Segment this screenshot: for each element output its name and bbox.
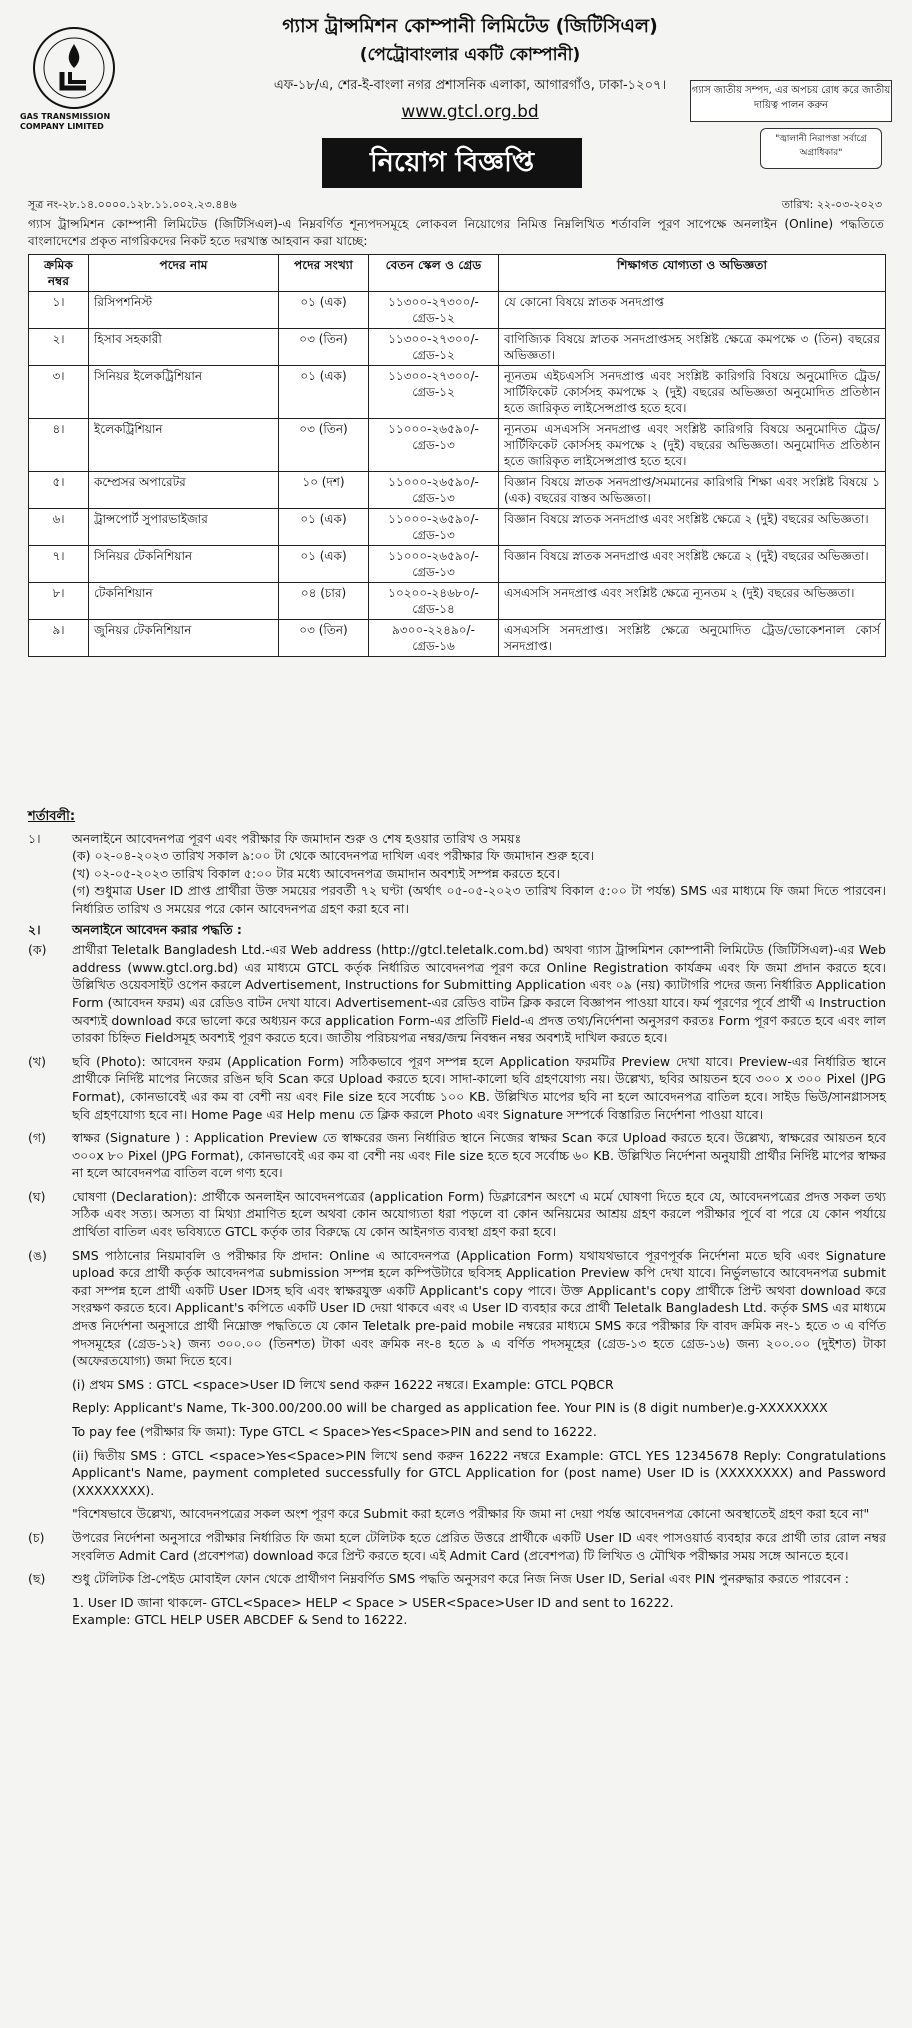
term-2-g-marker: (গ) (28, 1130, 46, 1146)
first-sms-instruction: (i) প্রথম SMS : GTCL <space>User ID লিখে send করুন 16222 নম্বরে। Example: GTCL PQBCR (72, 1376, 614, 1392)
cell-qualification: এসএসসি সনদপ্রাপ্ত। সংশ্লিষ্ট ক্ষেত্রে অনুমোদিত ট্রেড/ভোকেশনাল কোর্স সনদপ্রাপ্ত। (499, 620, 886, 657)
cell-post: হিসাব সহকারী (89, 329, 279, 366)
cell-serial: ৪। (29, 419, 89, 472)
recovery-instruction: 1. User ID জানা থাকলে- GTCL<Space> HELP < Space > USER<Space>User ID and sent to 16222. (72, 1594, 674, 1610)
cell-qualification: ন্যূনতম এইচএসসি সনদপ্রাপ্ত এবং সংশ্লিষ্ট কারিগরি বিষয়ে অনুমোদিত ট্রেড/সার্টিফিকেট কোর্সসহ কমপক্ষে ২ (দুই) বছরের অভিজ্ঞতা অনুমোদিত প্রতিষ্ঠান হতে জারিকৃত লাইসেন্সপ্রাপ্ত হতে হবে। (499, 366, 886, 419)
term-2-chh-text: শুধু টেলিটক প্রি-পেইড মোবাইল ফোন থেকে প্রার্থীগণ নিম্নবর্ণিত SMS পদ্ধতি অনুসরণ করে নিজ নিজ User ID, Serial এবং PIN পুনরুদ্ধার করতে পারবেন : (72, 1571, 849, 1587)
term-1 (28, 830, 886, 918)
col-header-serial: ক্রমিক নম্বর (29, 255, 89, 292)
term-2-gh-marker: (ঘ) (28, 1188, 46, 1204)
cell-post: কম্প্রেসর অপারেটর (89, 472, 279, 509)
vacancy-table (28, 254, 886, 657)
pay-fee-instruction: To pay fee (পরীক্ষার ফি জমা): Type GTCL < Space>Yes<Space>PIN and send to 16222. (72, 1424, 597, 1439)
cell-qualification: ন্যূনতম এসএসসি সনদপ্রাপ্ত এবং সংশ্লিষ্ট কারিগরি বিষয়ে অনুমোদিত ট্রেড/সার্টিফিকেট কোর্সসহ কমপক্ষে ২ (দুই) বছরের অভিজ্ঞতা। অনুমোদিত প্রতিষ্ঠান হতে জারিকৃত লাইসেন্সপ্রাপ্ত হতে হবে। (499, 419, 886, 472)
cell-post: টেকনিশিয়ান (89, 583, 279, 620)
gtcl-logo-icon (32, 26, 116, 110)
safety-badge: "জ্বালানী নিরাপত্তা সর্বাগ্রে অগ্রাধিকার" (760, 128, 882, 169)
term-2 (28, 921, 886, 939)
first-sms-reply: Reply: Applicant's Name, Tk-300.00/200.00 will be charged as application fee. Your PIN is (8 digit number)e.g-XXXXXXXX (72, 1400, 828, 1416)
term-2-kh-marker: (খ) (28, 1053, 46, 1069)
term-2-gh-text: ঘোষণা (Declaration): প্রার্থীকে অনলাইন আবেদনপত্রের (application Form) ডিক্লারেশন অংশে এ মর্মে ঘোষণা দিতে হবে যে, আবেদনপত্রের প্রদত্ত সকল তথ্য সঠিক এবং সত্য। অসত্য বা মিথ্যা প্রমাণিত হলে অথবা কোন অযোগ্যতা ধরা পড়লে বা কোন অনিয়মের আশ্রয় গ্রহণ করলে পরীক্ষার পূর্বে বা পরে যে কোন পর্যায়ে প্রার্থিতা বাতিল এবং ভবিষ্যতে GTCL কর্তৃক তার বিরুদ্ধে যে কোন আইনগত ব্যবস্থা গ্রহণ করা হবে। (72, 1188, 886, 1240)
table-row (29, 583, 886, 620)
organization-name: গ্যাস ট্রান্সমিশন কোম্পানী লিমিটেড (জিটিসিএল) (282, 15, 658, 37)
slogan-box: গ্যাস জাতীয় সম্পদ, এর অপচয় রোধ করে জাতীয় দায়িত্ব পালন করুন (690, 80, 892, 122)
cell-qualification: এসএসসি সনদপ্রাপ্ত এবং সংশ্লিষ্ট ক্ষেত্রে ন্যূনতম ২ (দুই) বছরের অভিজ্ঞতা। (499, 583, 886, 620)
cell-count: ০১ (এক) (279, 366, 369, 419)
col-header-qualification: শিক্ষাগত যোগ্যতা ও অভিজ্ঞতা (499, 255, 886, 292)
cell-count: ১০ (দশ) (279, 472, 369, 509)
cell-serial: ৫। (29, 472, 89, 509)
cell-count: ০১ (এক) (279, 546, 369, 583)
term-2-ng-marker: (ঙ) (28, 1247, 47, 1263)
term-2-k-text: প্রার্থীরা Teletalk Bangladesh Ltd.-এর Web address (http://gtcl.teletalk.com.bd) অথবা গ্যাস ট্রান্সমিশন কোম্পানী লিমিটেড (জিটিসিএল)-এর Web address (www.gtcl.org.bd) এর মাধ্যমে GTCL কর্তৃক নির্ধারিত আবেদনপত্র পূরণ করে Online Registration কার্যক্রম এবং ফি জমা প্রদান করতে হবে। উল্লিখিত ওয়েবসাইট ওপেন করলে Advertisement, Instructions for Submitting Application এবং ০৯ (নয়) ক্যাটাগরি পদের জন্য নির্ধারিত Application Form (আবেদন ফরম) এর রেডিও বাটন দেখা যাবে। Advertisement-এর রেডিও বাটন ক্লিক করলে বিজ্ঞাপন পাওয়া যাবে। ফর্ম পূরণের পূর্বে প্রার্থী এ Instruction অবশ্যই download করে ভালো করে অধ্যয়ন করে application Form-এর প্রতিটি Field-এ প্রদত্ত তথ্য/নির্দেশনা অনুসরণ করতঃ Form পূরণ করতে হবে এবং লাল তারকা চিহ্নিত Fieldসমূহ অবশ্যই পূরণ করতে হবে। জাতীয় পরিচয়পত্র নম্বর/জন্ম নিবন্ধন নম্বর অবশ্যই দাখিল করতে হবে। (72, 942, 886, 1046)
organization-subtitle: (পেট্রোবাংলার একটি কোম্পানী) (359, 45, 581, 65)
cell-scale: ১১০০০-২৬৫৯০/- গ্রেড-১৩ (369, 472, 499, 509)
cell-count: ০৩ (তিন) (279, 329, 369, 366)
cell-count: ০৩ (তিন) (279, 419, 369, 472)
fee-note: "বিশেষভাবে উল্লেখ্য, আবেদনপত্রের সকল অংশ পূরণ করে Submit করা হলেও পরীক্ষার ফি জমা না দেয়া পর্যন্ত আবেদনপত্র কোনো অবস্থাতেই গ্রহণ করা হবে না" (72, 1506, 870, 1522)
term-2-chh (28, 1570, 886, 1629)
term-2-g (28, 1129, 886, 1182)
term-2-ch-text: উপরের নির্দেশনা অনুসারে পরীক্ষার নির্ধারিত ফি জমা হলে টেলিটক হতে প্রেরিত উত্তরে প্রার্থীকে একটি User ID এবং পাসওয়ার্ড ব্যবহার করে প্রার্থী তার রোল নম্বর সংবলিত Admit Card (প্রবেশপত্র) download করে প্রিন্ট করতে হবে। এই Admit Card (প্রবেশপত্র) টি লিখিত ও মৌখিক পরীক্ষার সময় সঙ্গে আনতে হবে। (72, 1529, 886, 1563)
cell-qualification: বিজ্ঞান বিষয়ে স্নাতক সনদপ্রাপ্ত এবং সংশ্লিষ্ট ক্ষেত্রে ২ (দুই) বছরের অভিজ্ঞতা। (499, 509, 886, 546)
cell-scale: ১১৩০০-২৭৩০০/- গ্রেড-১২ (369, 329, 499, 366)
cell-serial: ৮। (29, 583, 89, 620)
logo-caption: GAS TRANSMISSION COMPANY LIMITED (20, 112, 111, 131)
organization-address: এফ-১৮/এ, শের-ই-বাংলা নগর প্রশাসনিক এলাকা, আগারগাঁও, ঢাকা-১২০৭। (273, 78, 667, 93)
term-2-chh-marker: (ছ) (28, 1571, 46, 1587)
terms-title: শর্তাবলী: (28, 809, 76, 824)
cell-count: ০৩ (তিন) (279, 620, 369, 657)
term-2-kh (28, 1053, 886, 1123)
term-2-ch (28, 1529, 886, 1564)
cell-scale: ১১৩০০-২৭৩০০/- গ্রেড-১২ (369, 366, 499, 419)
cell-serial: ২। (29, 329, 89, 366)
term-1-c: (গ) শুধুমাত্র User ID প্রাপ্ত প্রার্থীরা উক্ত সময়ের পরবর্তী ৭২ ঘণ্টা (অর্থাৎ ০৫-০৫-২০২৩ তারিখ বিকাল ৫:০০ টা পর্যন্ত) SMS এর মাধ্যমে ফি জমা দিতে পারবেন। নির্ধারিত তারিখ ও সময়ের পরে কোন আবেদনপত্র গ্রহণ করা হবে না। (72, 883, 886, 916)
cell-qualification: বিজ্ঞান বিষয়ে স্নাতক সনদপ্রাপ্ত এবং সংশ্লিষ্ট ক্ষেত্রে ২ (দুই) বছরের অভিজ্ঞতা। (499, 546, 886, 583)
term-1-b: (খ) ০২-০৫-২০২৩ তারিখ বিকাল ৫:০০ টার মধ্যে আবেদনপত্র জমাদান অবশ্যই সম্পন্ন করতে হবে। (72, 865, 560, 881)
cell-count: ০১ (এক) (279, 509, 369, 546)
cell-serial: ৬। (29, 509, 89, 546)
cell-post: ইলেকট্রিশিয়ান (89, 419, 279, 472)
cell-post: সিনিয়র টেকনিশিয়ান (89, 546, 279, 583)
table-row (29, 546, 886, 583)
intro-paragraph: গ্যাস ট্রান্সমিশন কোম্পানী লিমিটেড (জিটিসিএল)-এ নিম্নবর্ণিত শূন্যপদসমূহে লোকবল নিয়োগের নিমিত্ত নিম্নলিখিত শর্তাবলি পূরণ সাপেক্ষে অনলাইন (Online) পদ্ধতিতে বাংলাদেশের প্রকৃত নাগরিকদের নিকট হতে দরখাস্ত আহবান করা যাচ্ছে: (28, 217, 884, 248)
term-2-ng-text: SMS পাঠানোর নিয়মাবলি ও পরীক্ষার ফি প্রদান: Online এ আবেদনপত্র (Application Form) যথাযথভাবে পূরণপূর্বক নির্দেশনা মতে ছবি এবং Signature upload করে প্রার্থী কর্তৃক আবেদনপত্র submission সম্পন্ন হলে কম্পিউটারে ছবিসহ Application Preview কপি দেখা যাবে। নির্ভুলভাবে আবেদনপত্র submit করা সম্পন্ন হলে প্রার্থী একটি User IDসহ ছবি এবং স্বাক্ষরযুক্ত একটি Applicant's copy পাবে। উক্ত Applicant's copy প্রার্থীকে প্রিন্ট অথবা download করে সংরক্ষণ করতে হবে। Applicant's কপিতে একটি User ID দেয়া থাকবে এবং এ User ID ব্যবহার করে প্রার্থী Teletalk Bangladesh Ltd. কর্তৃক SMS এর মাধ্যমে প্রদত্ত নির্দেশনা অনুসারে প্রার্থী নিম্নোক্ত পদ্ধতিতে যে কোন Teletalk pre-paid mobile নম্বরের মাধ্যমে SMS করে পরীক্ষার ফি বাবদ ক্রমিক নং-১ হতে ৩ এ বর্ণিত পদসমূহের (গ্রেড-১২) জন্য ৩০০.০০ (তিনশত) টাকা এবং ক্রমিক নং-৪ হতে ৯ এ বর্ণিত পদসমূহের (গ্রেড-১৩ হতে গ্রেড-১৬) জন্য ২০০.০০ (দুইশত) টাকা (অফেরতযোগ্য) জমা দিতে হবে। (72, 1247, 886, 1369)
recovery-example: Example: GTCL HELP USER ABCDEF & Send to 16222. (72, 1612, 408, 1628)
table-header-row (29, 255, 886, 292)
memo-number: সূত্র নং-২৮.১৪.০০০০.১২৮.১১.০০২.২৩.৪৪৬ (28, 198, 237, 211)
cell-scale: ১০২০০-২৪৬৮০/- গ্রেড-১৪ (369, 583, 499, 620)
notice-date: তারিখ: ২২-০৩-২০২৩ (781, 198, 882, 211)
cell-qualification: যে কোনো বিষয়ে স্নাতক সনদপ্রাপ্ত (499, 292, 886, 329)
term-1-a: (ক) ০২-০৪-২০২৩ তারিখ সকাল ৯:০০ টা থেকে আবেদনপত্র দাখিল এবং পরীক্ষার ফি জমাদান শুরু হবে। (72, 848, 595, 864)
letterhead (0, 0, 912, 180)
term-2-gh (28, 1188, 886, 1241)
col-header-post: পদের নাম (89, 255, 279, 292)
table-row (29, 472, 886, 509)
cell-serial: ৯। (29, 620, 89, 657)
term-2-marker: ২। (28, 921, 41, 937)
term-2-ch-marker: (চ) (28, 1529, 45, 1545)
cell-post: সিনিয়র ইলেকট্রিশিয়ান (89, 366, 279, 419)
term-1-title: অনলাইনে আবেদনপত্র পূরণ এবং পরীক্ষার ফি জমাদান শুরু ও শেষ হওয়ার তারিখ ও সময়ঃ (72, 830, 522, 846)
term-1-marker: ১। (28, 830, 41, 846)
term-2-kh-text: ছবি (Photo): আবেদন ফরম (Application Form) সঠিকভাবে পূরণ সম্পন্ন হলে Application ফরমটির Preview দেখা যাবে। Preview-এর নির্ধারিত স্থানে প্রার্থীকে নির্দিষ্ট মাপের নিজের রঙিন ছবি Scan করে Upload করতে হবে। সাদা-কালো ছবি গ্রহণযোগ্য নয়। উল্লেখ্য, ছবির আয়তন হবে ৩০০ x ৩০০ Pixel (JPG Format), কোনভাবেই এর কম বা বেশী নয় এবং File size হবে সর্বোচ্চ ১০০ KB. উল্লিখিত মাপের ছবি না হলে আবেদনপত্র বাতিল হবে। সাইড ভিউ/সানগ্লাসসহ ছবি গ্রহণযোগ্য হবে না। Home Page এর Help menu তে ক্লিক করলে Photo এবং Signature সম্পর্কে বিস্তারিত নির্দেশনা পাওয়া যাবে। (72, 1053, 886, 1122)
website-link[interactable]: www.gtcl.org.bd (401, 102, 539, 122)
term-2-g-text: স্বাক্ষর (Signature ) : Application Preview তে স্বাক্ষরের জন্য নির্ধারিত স্থানে নিজের স্বাক্ষর Scan করে Upload করতে হবে। উল্লেখ্য, স্বাক্ষরের আয়তন হবে ৩০০x ৮০ Pixel (JPG Format), কোনভাবেই এর কম বা বেশী নয় এবং File size হতে হবে সর্বোচ্চ ৬০ KB. উল্লিখিত নির্দেশনা অনুযায়ী প্রার্থীর নির্দিষ্ট মাপের স্বাক্ষর না হলে আবেদনপত্র বাতিল বলে গণ্য হবে। (72, 1130, 886, 1181)
cell-scale: ১১০০০-২৬৫৯০/- গ্রেড-১৩ (369, 546, 499, 583)
cell-qualification: বাণিজ্যিক বিষয়ে স্নাতক সনদপ্রাপ্তসহ সংশ্লিষ্ট ক্ষেত্রে কমপক্ষে ৩ (তিন) বছরের অভিজ্ঞতা। (499, 329, 886, 366)
term-2-k (28, 941, 886, 1047)
cell-serial: ৭। (29, 546, 89, 583)
cell-count: ০১ (এক) (279, 292, 369, 329)
cell-scale: ১১৩০০-২৭৩০০/- গ্রেড-১২ (369, 292, 499, 329)
table-row (29, 509, 886, 546)
term-2-title: অনলাইনে আবেদন করার পদ্ধতি : (72, 921, 242, 937)
table-row (29, 292, 886, 329)
cell-post: জুনিয়র টেকনিশিয়ান (89, 620, 279, 657)
table-row (29, 366, 886, 419)
cell-serial: ১। (29, 292, 89, 329)
notice-title: নিয়োগ বিজ্ঞপ্তি (322, 138, 582, 188)
cell-post: ট্রান্সপোর্ট সুপারভাইজার (89, 509, 279, 546)
table-row (29, 419, 886, 472)
cell-qualification: বিজ্ঞান বিষয়ে স্নাতক সনদপ্রাপ্ত/সমমানের কারিগরি শিক্ষা এবং সংশ্লিষ্ট বিষয়ে ১ (এক) বছরের বাস্তব অভিজ্ঞতা। (499, 472, 886, 509)
cell-serial: ৩। (29, 366, 89, 419)
cell-count: ০৪ (চার) (279, 583, 369, 620)
second-sms-instruction: (ii) দ্বিতীয় SMS : GTCL <space>Yes<Space>PIN লিখে send করুন 16222 নম্বরে Example: GTCL YES 12345678 Reply: Congratulations Applicant's Name, payment completed successfully for GTCL Application for (post name) User ID is (XXXXXXXX) and Password (XXXXXXXX). (72, 1447, 886, 1498)
term-2-k-marker: (ক) (28, 942, 47, 958)
terms-section (28, 808, 886, 1629)
cell-post: রিসিপশনিস্ট (89, 292, 279, 329)
term-2-ng (28, 1247, 886, 1523)
cell-scale: ১১০০০-২৬৫৯০/- গ্রেড-১৩ (369, 419, 499, 472)
col-header-scale: বেতন স্কেল ও গ্রেড (369, 255, 499, 292)
cell-scale: ১১০০০-২৬৫৯০/- গ্রেড-১৩ (369, 509, 499, 546)
table-row (29, 329, 886, 366)
cell-scale: ৯৩০০-২২৪৯০/- গ্রেড-১৬ (369, 620, 499, 657)
table-row (29, 620, 886, 657)
col-header-count: পদের সংখ্যা (279, 255, 369, 292)
